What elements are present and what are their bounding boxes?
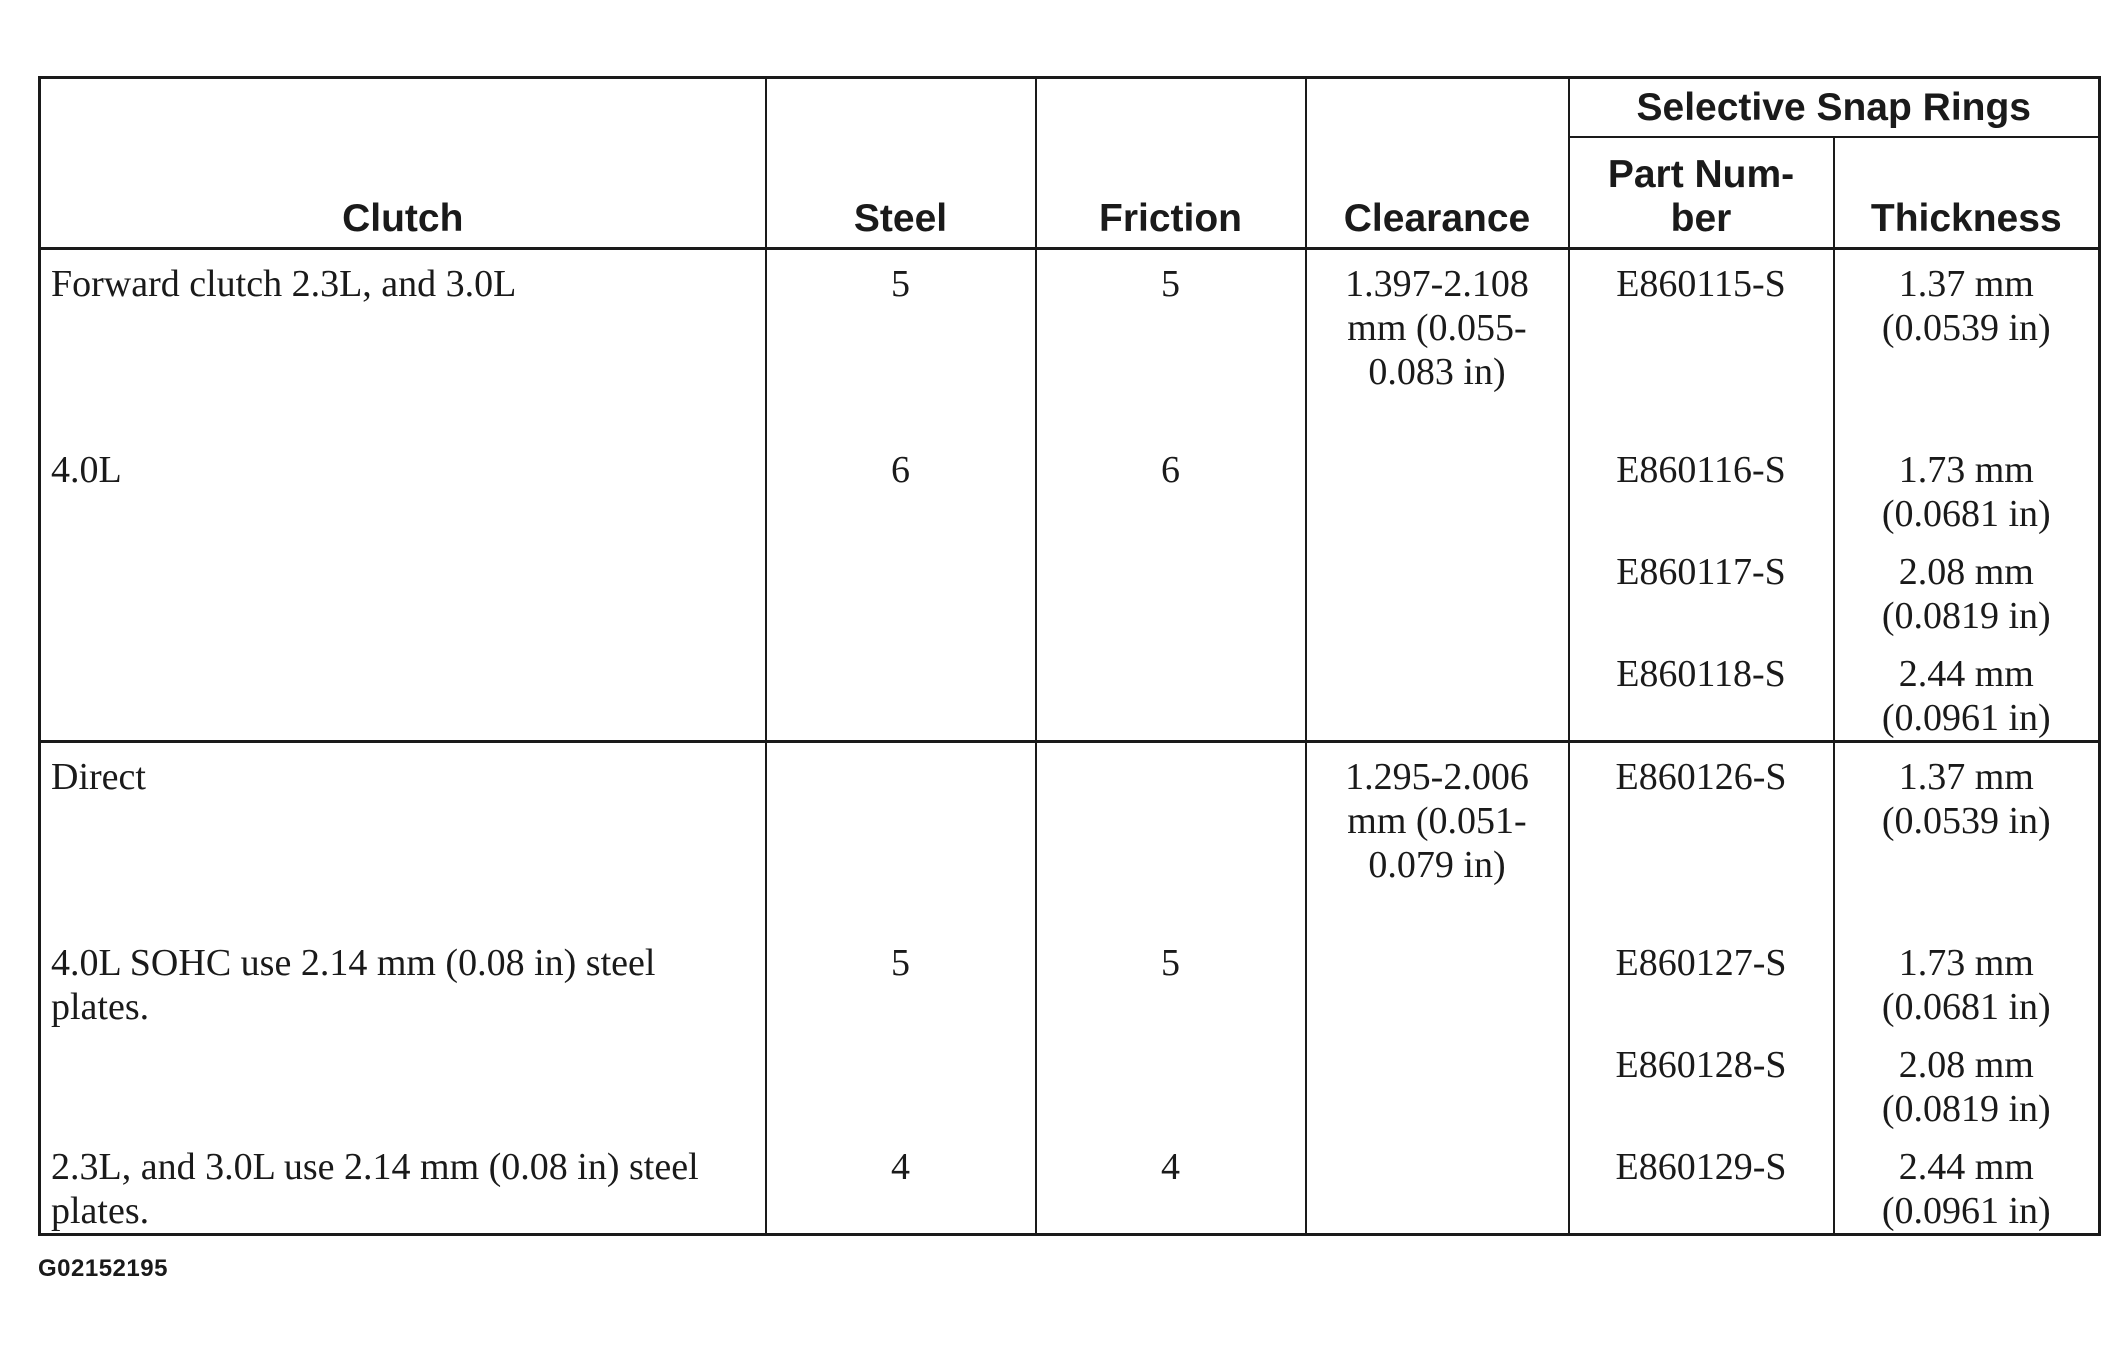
friction-cell: 5	[1036, 249, 1306, 435]
steel-cell: 4	[766, 1131, 1036, 1235]
column-header-thickness: Thickness	[1834, 137, 2100, 248]
clutch-cell: 2.3L, and 3.0L use 2.14 mm (0.08 in) steel plates.	[40, 1131, 766, 1235]
clutch-cell: Direct	[40, 742, 766, 928]
steel-cell	[766, 742, 1036, 928]
figure-id-label: G02152195	[38, 1255, 168, 1282]
clutch-cell: Forward clutch 2.3L, and 3.0L	[40, 249, 766, 435]
column-header-clearance: Clearance	[1306, 78, 1569, 249]
table-row	[40, 1131, 2100, 1235]
table-row	[40, 638, 2100, 742]
header-row-top	[40, 78, 2100, 138]
table-row	[40, 927, 2100, 1029]
steel-cell	[766, 1029, 1036, 1131]
friction-cell	[1036, 536, 1306, 638]
clutch-cell	[40, 536, 766, 638]
column-header-part-number: Part Num- ber	[1569, 137, 1834, 248]
steel-cell	[766, 536, 1036, 638]
part-number-cell: E860117-S	[1569, 536, 1834, 638]
table-row	[40, 249, 2100, 435]
part-number-cell: E860116-S	[1569, 434, 1834, 536]
steel-cell: 5	[766, 249, 1036, 435]
thickness-cell: 1.73 mm (0.0681 in)	[1834, 927, 2100, 1029]
clutch-cell: 4.0L	[40, 434, 766, 536]
thickness-cell: 2.44 mm (0.0961 in)	[1834, 1131, 2100, 1235]
clutch-cell: 4.0L SOHC use 2.14 mm (0.08 in) steel plates.	[40, 927, 766, 1029]
part-number-cell: E860118-S	[1569, 638, 1834, 742]
thickness-cell: 2.44 mm (0.0961 in)	[1834, 638, 2100, 742]
clutch-cell	[40, 638, 766, 742]
clutch-specification-table-container	[38, 76, 2098, 1236]
friction-cell: 4	[1036, 1131, 1306, 1235]
friction-cell	[1036, 638, 1306, 742]
clearance-cell	[1306, 638, 1569, 742]
forward-clutch-group	[40, 249, 2100, 742]
table-row	[40, 536, 2100, 638]
table-header	[40, 78, 2100, 249]
column-header-steel: Steel	[766, 78, 1036, 249]
steel-cell	[766, 638, 1036, 742]
steel-cell: 6	[766, 434, 1036, 536]
thickness-cell: 1.37 mm (0.0539 in)	[1834, 742, 2100, 928]
direct-clutch-group	[40, 742, 2100, 1235]
clearance-cell: 1.397-2.108 mm (0.055-0.083 in)	[1306, 249, 1569, 435]
friction-cell: 6	[1036, 434, 1306, 536]
friction-cell	[1036, 1029, 1306, 1131]
clutch-specification-table	[38, 76, 2101, 1236]
clearance-cell	[1306, 1131, 1569, 1235]
clutch-cell	[40, 1029, 766, 1131]
thickness-cell: 1.37 mm (0.0539 in)	[1834, 249, 2100, 435]
part-number-cell: E860129-S	[1569, 1131, 1834, 1235]
part-number-cell: E860127-S	[1569, 927, 1834, 1029]
clearance-cell	[1306, 434, 1569, 536]
part-number-cell: E860128-S	[1569, 1029, 1834, 1131]
part-number-cell: E860115-S	[1569, 249, 1834, 435]
thickness-cell: 2.08 mm (0.0819 in)	[1834, 536, 2100, 638]
table-row	[40, 742, 2100, 928]
friction-cell: 5	[1036, 927, 1306, 1029]
steel-cell: 5	[766, 927, 1036, 1029]
clearance-cell	[1306, 1029, 1569, 1131]
thickness-cell: 2.08 mm (0.0819 in)	[1834, 1029, 2100, 1131]
table-row	[40, 434, 2100, 536]
clearance-cell	[1306, 927, 1569, 1029]
column-group-header-selective-snap-rings: Selective Snap Rings	[1569, 78, 2100, 138]
friction-cell	[1036, 742, 1306, 928]
clearance-cell: 1.295-2.006 mm (0.051-0.079 in)	[1306, 742, 1569, 928]
thickness-cell: 1.73 mm (0.0681 in)	[1834, 434, 2100, 536]
column-header-friction: Friction	[1036, 78, 1306, 249]
part-number-cell: E860126-S	[1569, 742, 1834, 928]
column-header-clutch: Clutch	[40, 78, 766, 249]
clearance-cell	[1306, 536, 1569, 638]
table-row	[40, 1029, 2100, 1131]
